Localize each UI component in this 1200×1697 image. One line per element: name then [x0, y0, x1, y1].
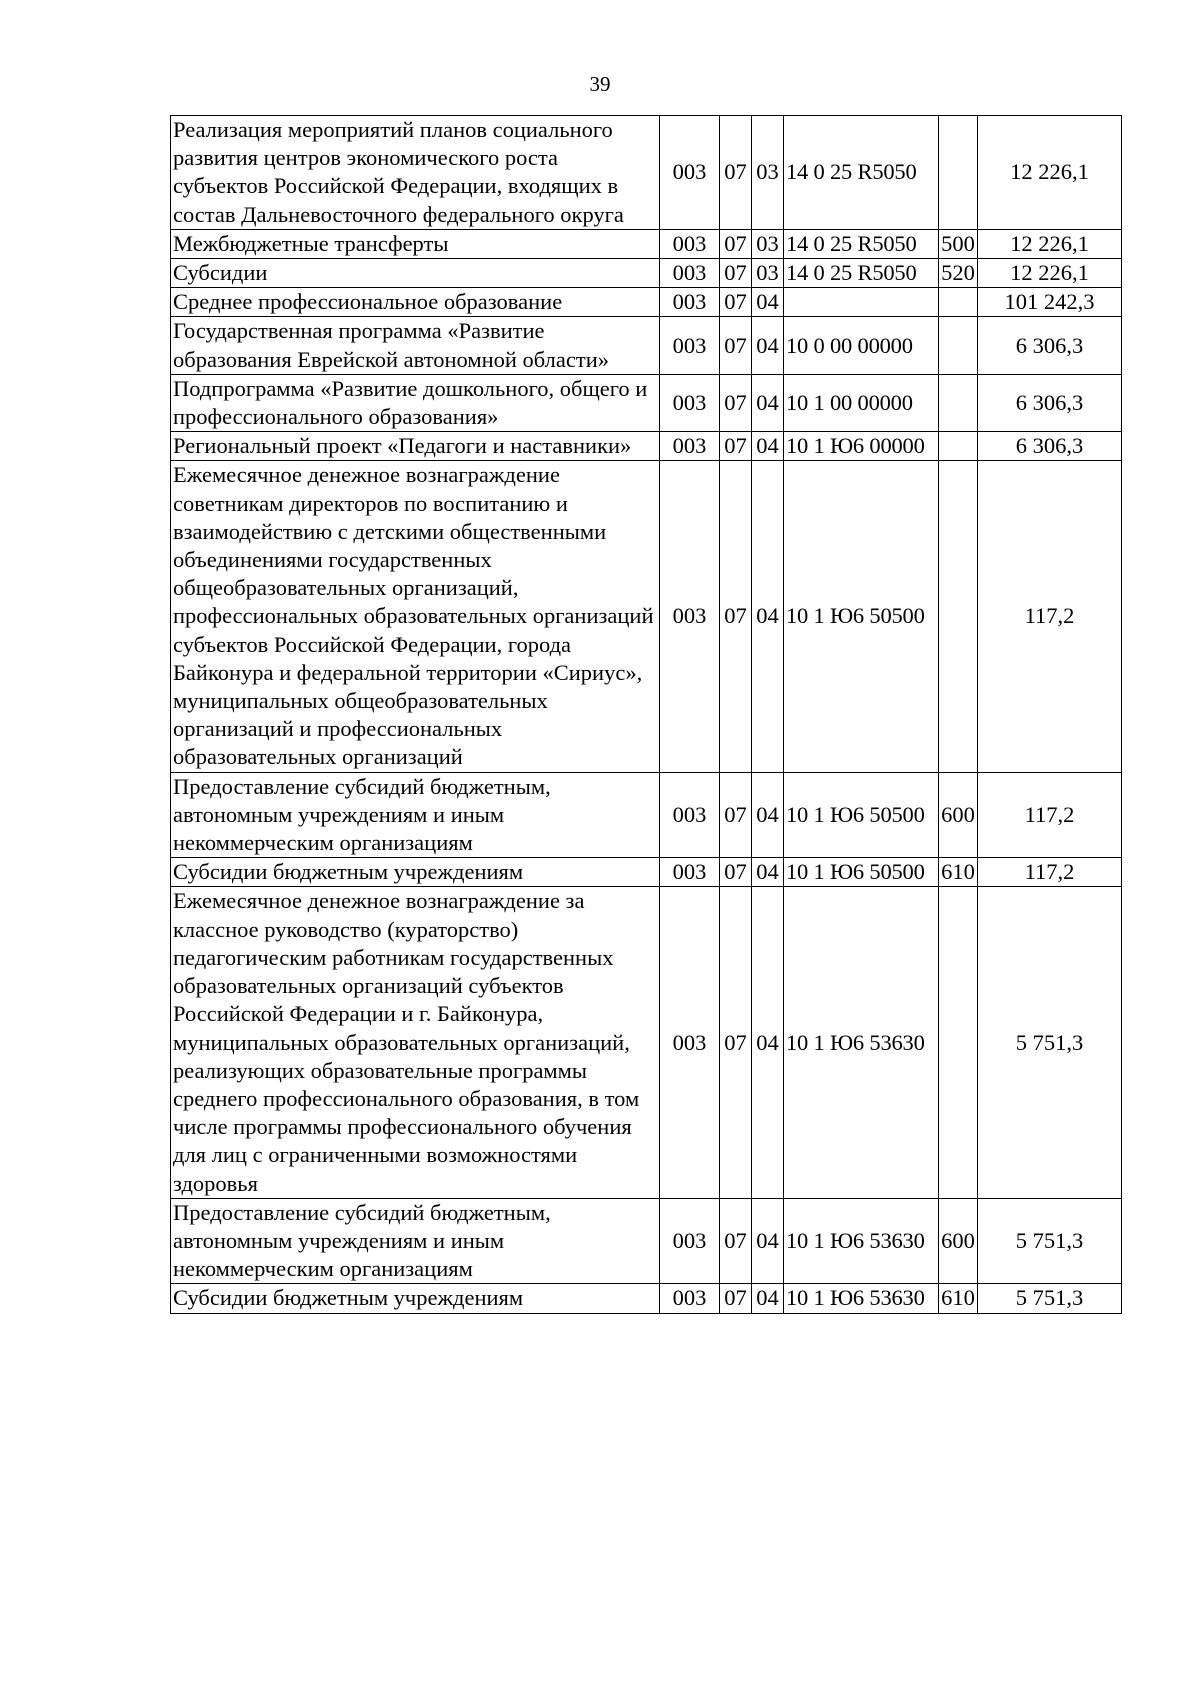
- table-row: [171, 432, 1122, 461]
- row-amount: 5 751,3: [978, 1284, 1122, 1313]
- row-name: Ежемесячное денежное вознаграждение советникам директоров по воспитанию и взаимодействию с детскими общественными объединениями государственных общеобразовательных организаций, профессиональных образовательных организаций субъектов Российской Федерации, города Байконура и федеральной территории «Сириус», муниципальных общеобразовательных организаций и профессиональных образовательных организаций: [171, 461, 660, 772]
- row-target-article-code: 14 0 25 R5050: [784, 116, 939, 230]
- page-number: 39: [589, 72, 611, 96]
- row-grbs-code: 003: [660, 772, 720, 858]
- row-grbs-code: 003: [660, 116, 720, 230]
- row-target-article-code: 10 1 Ю6 50500: [784, 858, 939, 887]
- row-section-code: 07: [720, 887, 752, 1198]
- row-expense-type-code: 610: [939, 858, 978, 887]
- table-row: [171, 229, 1122, 258]
- row-name: Предоставление субсидий бюджетным, автономным учреждениям и иным некоммерческим организациям: [171, 772, 660, 858]
- row-target-article-code: 10 1 Ю6 53630: [784, 887, 939, 1198]
- table-body: [171, 116, 1122, 1314]
- row-target-article-code: 14 0 25 R5050: [784, 259, 939, 288]
- row-target-article-code: 10 1 Ю6 50500: [784, 461, 939, 772]
- row-name: Субсидии бюджетным учреждениям: [171, 1284, 660, 1313]
- budget-table: [170, 115, 1122, 1314]
- row-subsection-code: 03: [752, 259, 784, 288]
- row-name: Ежемесячное денежное вознаграждение за классное руководство (кураторство) педагогическим работникам государственных образовательных организаций субъектов Российской Федерации и г. Байконура, муниципальных образовательных организаций, реализующих образовательные программы среднего профессионального образования, в том числе программы профессионального обучения для лиц с ограниченными возможностями здоровья: [171, 887, 660, 1198]
- table-row: [171, 772, 1122, 858]
- row-amount: 12 226,1: [978, 259, 1122, 288]
- row-section-code: 07: [720, 1198, 752, 1284]
- row-target-article-code: 14 0 25 R5050: [784, 229, 939, 258]
- row-name: Субсидии: [171, 259, 660, 288]
- row-expense-type-code: [939, 116, 978, 230]
- row-expense-type-code: [939, 432, 978, 461]
- row-grbs-code: 003: [660, 887, 720, 1198]
- row-expense-type-code: 520: [939, 259, 978, 288]
- row-name: Предоставление субсидий бюджетным, автономным учреждениям и иным некоммерческим организациям: [171, 1198, 660, 1284]
- row-grbs-code: 003: [660, 1284, 720, 1313]
- row-section-code: 07: [720, 461, 752, 772]
- row-name: Субсидии бюджетным учреждениям: [171, 858, 660, 887]
- row-expense-type-code: [939, 288, 978, 317]
- row-subsection-code: 04: [752, 858, 784, 887]
- row-target-article-code: 10 1 Ю6 53630: [784, 1198, 939, 1284]
- table-row: [171, 461, 1122, 772]
- row-expense-type-code: 600: [939, 772, 978, 858]
- row-amount: 12 226,1: [978, 229, 1122, 258]
- row-grbs-code: 003: [660, 259, 720, 288]
- table-row: [171, 116, 1122, 230]
- row-grbs-code: 003: [660, 374, 720, 431]
- row-expense-type-code: [939, 461, 978, 772]
- row-section-code: 07: [720, 772, 752, 858]
- row-subsection-code: 03: [752, 229, 784, 258]
- row-subsection-code: 04: [752, 374, 784, 431]
- row-expense-type-code: [939, 317, 978, 374]
- row-name: Подпрограмма «Развитие дошкольного, общего и профессионального образования»: [171, 374, 660, 431]
- row-amount: 117,2: [978, 461, 1122, 772]
- row-target-article-code: 10 1 Ю6 00000: [784, 432, 939, 461]
- row-amount: 5 751,3: [978, 1198, 1122, 1284]
- row-amount: 117,2: [978, 772, 1122, 858]
- row-section-code: 07: [720, 374, 752, 431]
- row-target-article-code: 10 1 Ю6 50500: [784, 772, 939, 858]
- row-section-code: 07: [720, 259, 752, 288]
- table-row: [171, 887, 1122, 1198]
- row-target-article-code: 10 0 00 00000: [784, 317, 939, 374]
- table-row: [171, 374, 1122, 431]
- row-subsection-code: 03: [752, 116, 784, 230]
- row-subsection-code: 04: [752, 772, 784, 858]
- row-expense-type-code: 610: [939, 1284, 978, 1313]
- row-amount: 101 242,3: [978, 288, 1122, 317]
- table-row: [171, 259, 1122, 288]
- row-name: Межбюджетные трансферты: [171, 229, 660, 258]
- row-grbs-code: 003: [660, 288, 720, 317]
- row-section-code: 07: [720, 116, 752, 230]
- row-grbs-code: 003: [660, 432, 720, 461]
- row-subsection-code: 04: [752, 1284, 784, 1313]
- row-section-code: 07: [720, 1284, 752, 1313]
- row-amount: 6 306,3: [978, 374, 1122, 431]
- row-subsection-code: 04: [752, 1198, 784, 1284]
- row-subsection-code: 04: [752, 887, 784, 1198]
- row-section-code: 07: [720, 288, 752, 317]
- row-amount: 117,2: [978, 858, 1122, 887]
- table-row: [171, 288, 1122, 317]
- row-grbs-code: 003: [660, 461, 720, 772]
- row-target-article-code: 10 1 Ю6 53630: [784, 1284, 939, 1313]
- row-amount: 6 306,3: [978, 432, 1122, 461]
- row-amount: 6 306,3: [978, 317, 1122, 374]
- row-subsection-code: 04: [752, 432, 784, 461]
- table-row: [171, 858, 1122, 887]
- row-section-code: 07: [720, 858, 752, 887]
- row-target-article-code: 10 1 00 00000: [784, 374, 939, 431]
- row-subsection-code: 04: [752, 461, 784, 772]
- row-grbs-code: 003: [660, 229, 720, 258]
- row-expense-type-code: [939, 887, 978, 1198]
- table-row: [171, 1198, 1122, 1284]
- row-expense-type-code: 500: [939, 229, 978, 258]
- row-grbs-code: 003: [660, 1198, 720, 1284]
- row-amount: 12 226,1: [978, 116, 1122, 230]
- row-subsection-code: 04: [752, 288, 784, 317]
- row-amount: 5 751,3: [978, 887, 1122, 1198]
- row-name: Государственная программа «Развитие образования Еврейской автономной области»: [171, 317, 660, 374]
- row-expense-type-code: 600: [939, 1198, 978, 1284]
- row-grbs-code: 003: [660, 858, 720, 887]
- row-section-code: 07: [720, 229, 752, 258]
- row-target-article-code: [784, 288, 939, 317]
- row-name: Региональный проект «Педагоги и наставники»: [171, 432, 660, 461]
- row-subsection-code: 04: [752, 317, 784, 374]
- row-section-code: 07: [720, 432, 752, 461]
- table-row: [171, 317, 1122, 374]
- row-grbs-code: 003: [660, 317, 720, 374]
- row-name: Реализация мероприятий планов социального развития центров экономического роста субъектов Российской Федерации, входящих в состав Дальневосточного федерального округа: [171, 116, 660, 230]
- row-expense-type-code: [939, 374, 978, 431]
- row-name: Среднее профессиональное образование: [171, 288, 660, 317]
- row-section-code: 07: [720, 317, 752, 374]
- table-row: [171, 1284, 1122, 1313]
